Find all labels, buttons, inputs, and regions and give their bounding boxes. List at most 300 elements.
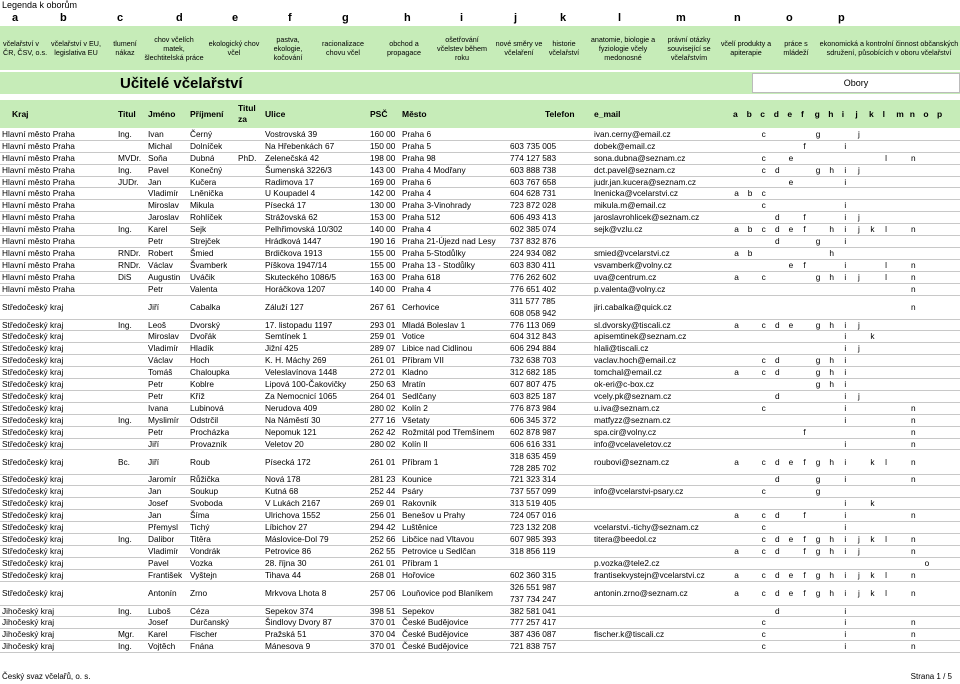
code-mark-c: c bbox=[761, 486, 766, 497]
cell-telefon bbox=[510, 259, 556, 271]
cell-prijmeni: Strejček bbox=[190, 236, 220, 247]
cell-prijmeni: Hladík bbox=[190, 343, 214, 354]
cell-email: uva@centrum.cz bbox=[594, 271, 657, 282]
code-mark-d: d bbox=[774, 236, 780, 247]
cell-psc: 143 00 bbox=[370, 164, 396, 175]
cell-kraj: Středočeský kraj bbox=[2, 557, 64, 568]
code-mark-f: f bbox=[803, 510, 806, 521]
cell-jmeno: Vladimír bbox=[148, 545, 179, 556]
cell-prijmeni: Kučera bbox=[190, 176, 217, 187]
cell-psc: 264 01 bbox=[370, 390, 396, 401]
header-jmeno: Jméno bbox=[148, 109, 176, 119]
cell-telefon bbox=[510, 497, 556, 509]
cell-prijmeni: Tichý bbox=[190, 522, 210, 533]
phone-number: 777 257 417 bbox=[510, 617, 557, 628]
cell-email: jaroslavrohlicek@seznam.cz bbox=[594, 212, 700, 223]
cell-jmeno: Augustin bbox=[148, 271, 181, 282]
code-mark-k: k bbox=[870, 331, 875, 342]
code-mark-d: d bbox=[774, 474, 780, 485]
cell-psc: 140 00 bbox=[370, 224, 396, 235]
cell-email: matfyzz@seznam.cz bbox=[594, 414, 671, 425]
code-mark-i: i bbox=[844, 200, 847, 211]
code-mark-g: g bbox=[815, 164, 821, 175]
code-mark-g: g bbox=[815, 474, 821, 485]
code-mark-c: c bbox=[761, 128, 766, 139]
code-mark-f: f bbox=[803, 456, 806, 467]
legend-code-f: f bbox=[288, 12, 292, 24]
code-mark-n: n bbox=[910, 617, 916, 628]
header-code-o: o bbox=[923, 109, 929, 119]
cell-kraj: Jihočeský kraj bbox=[2, 629, 55, 640]
cell-prijmeni: Růžička bbox=[190, 474, 220, 485]
cell-prijmeni: Chaloupka bbox=[190, 367, 230, 378]
cell-email: dct.pavel@seznam.cz bbox=[594, 164, 676, 175]
cell-prijmeni: Titěra bbox=[190, 533, 211, 544]
cell-prijmeni: Dvorský bbox=[190, 319, 220, 330]
phone-number: 603 825 187 bbox=[510, 390, 557, 401]
cell-mesto: Rožmitál pod Třemšínem bbox=[402, 426, 495, 437]
cell-mesto: Příbram 1 bbox=[402, 557, 439, 568]
cell-email: smied@vcelarstvi.cz bbox=[594, 247, 670, 258]
cell-telefon bbox=[510, 450, 556, 474]
phone-number: 606 616 331 bbox=[510, 438, 557, 449]
cell-email: ok-eri@c-box.cz bbox=[594, 379, 655, 390]
cell-prijmeni: Vyštejn bbox=[190, 569, 217, 580]
cell-kraj: Středočeský kraj bbox=[2, 587, 64, 598]
cell-mesto: Praha 4 bbox=[402, 283, 432, 294]
header-code-l: l bbox=[882, 109, 885, 119]
cell-psc: 280 02 bbox=[370, 438, 396, 449]
cell-email: fischer.k@tiscali.cz bbox=[594, 629, 665, 640]
code-mark-a: a bbox=[734, 545, 739, 556]
phone-number: 318 856 119 bbox=[510, 545, 556, 556]
code-mark-h: h bbox=[829, 545, 834, 556]
cell-telefon bbox=[510, 402, 556, 414]
code-mark-d: d bbox=[774, 605, 780, 616]
cell-kraj: Středočeský kraj bbox=[2, 486, 64, 497]
header-code-p: p bbox=[937, 109, 943, 119]
cell-titul: Ing. bbox=[118, 128, 132, 139]
cell-telefon bbox=[510, 319, 556, 331]
cell-psc: 150 00 bbox=[370, 140, 396, 151]
code-mark-i: i bbox=[844, 236, 847, 247]
code-mark-e: e bbox=[788, 224, 794, 235]
code-mark-c: c bbox=[761, 367, 766, 378]
code-mark-d: d bbox=[774, 212, 780, 223]
cell-titul: DiS bbox=[118, 271, 132, 282]
cell-mesto: Libice nad Cidlinou bbox=[402, 343, 473, 354]
cell-mesto: Praha 4 Modřany bbox=[402, 164, 466, 175]
cell-telefon bbox=[510, 354, 556, 366]
code-mark-n: n bbox=[910, 402, 916, 413]
code-mark-d: d bbox=[774, 224, 780, 235]
cell-kraj: Jihočeský kraj bbox=[2, 605, 55, 616]
code-mark-k: k bbox=[870, 569, 875, 580]
cell-email: judr.jan.kucera@seznam.cz bbox=[594, 176, 697, 187]
cell-jmeno: Pavel bbox=[148, 557, 169, 568]
title-bar bbox=[0, 72, 960, 94]
code-mark-n: n bbox=[910, 545, 916, 556]
cell-prijmeni: Hoch bbox=[190, 355, 210, 366]
cell-jmeno: František bbox=[148, 569, 183, 580]
cell-mesto: Praha 6 bbox=[402, 128, 432, 139]
cell-telefon bbox=[510, 640, 556, 652]
cell-email: u.iva@seznam.cz bbox=[594, 402, 660, 413]
cell-kraj: Hlavní město Praha bbox=[2, 188, 75, 199]
legend-desc-a: včelařství v ČR, ČSV, o.s. bbox=[3, 39, 48, 57]
cell-jmeno: Leoš bbox=[148, 319, 166, 330]
code-mark-e: e bbox=[788, 259, 794, 270]
cell-prijmeni: Černý bbox=[190, 128, 213, 139]
legend-desc-i: ošetřování včelstev během roku bbox=[437, 34, 487, 62]
code-mark-d: d bbox=[774, 510, 780, 521]
code-mark-h: h bbox=[829, 247, 834, 258]
phone-number: 602 878 987 bbox=[510, 426, 557, 437]
cell-telefon bbox=[510, 581, 556, 605]
code-mark-n: n bbox=[910, 301, 916, 312]
cell-titul: Ing. bbox=[118, 164, 132, 175]
code-mark-g: g bbox=[815, 569, 821, 580]
phone-number: 776 651 402 bbox=[510, 283, 557, 294]
code-mark-a: a bbox=[734, 271, 739, 282]
cell-ulice: Nerudova 409 bbox=[265, 402, 318, 413]
cell-titul: Bc. bbox=[118, 456, 130, 467]
cell-prijmeni: Dvořák bbox=[190, 331, 217, 342]
cell-telefon bbox=[510, 509, 556, 521]
code-mark-d: d bbox=[774, 569, 780, 580]
cell-telefon bbox=[510, 485, 556, 497]
cell-psc: 281 23 bbox=[370, 474, 396, 485]
phone-number: 607 985 393 bbox=[510, 533, 557, 544]
cell-telefon bbox=[510, 283, 556, 295]
code-mark-n: n bbox=[910, 438, 916, 449]
code-mark-c: c bbox=[761, 319, 766, 330]
legend-desc-c: tlumení nákaz bbox=[113, 39, 137, 57]
code-mark-n: n bbox=[910, 569, 916, 580]
code-mark-h: h bbox=[829, 587, 834, 598]
legend-code-p: p bbox=[838, 12, 845, 24]
cell-jmeno: Robert bbox=[148, 247, 173, 258]
cell-telefon bbox=[510, 188, 556, 200]
cell-prijmeni: Procházka bbox=[190, 426, 230, 437]
cell-prijmeni: Uváčik bbox=[190, 271, 215, 282]
phone-number: 387 436 087 bbox=[510, 629, 557, 640]
cell-psc: 252 66 bbox=[370, 533, 396, 544]
code-mark-i: i bbox=[844, 212, 847, 223]
cell-email: p.valenta@volny.cz bbox=[594, 283, 666, 294]
cell-jmeno: Dalibor bbox=[148, 533, 175, 544]
cell-kraj: Středočeský kraj bbox=[2, 474, 64, 485]
code-mark-h: h bbox=[829, 367, 834, 378]
code-mark-n: n bbox=[910, 283, 916, 294]
code-mark-d: d bbox=[774, 164, 780, 175]
code-mark-n: n bbox=[910, 629, 916, 640]
cell-email: antonin.zrno@seznam.cz bbox=[594, 587, 688, 598]
code-mark-h: h bbox=[829, 379, 834, 390]
cell-psc: 289 07 bbox=[370, 343, 396, 354]
code-mark-h: h bbox=[829, 533, 834, 544]
code-mark-a: a bbox=[734, 569, 739, 580]
legend-desc-n: včelí produkty a apiterapie bbox=[720, 39, 772, 57]
footer-organization: Český svaz včelařů, o. s. bbox=[2, 672, 91, 681]
phone-number: 602 385 074 bbox=[510, 224, 557, 235]
cell-prijmeni: Roub bbox=[190, 456, 210, 467]
code-mark-c: c bbox=[761, 355, 766, 366]
phone-number: 606 294 884 bbox=[510, 343, 557, 354]
code-mark-j: j bbox=[857, 545, 860, 556]
cell-psc: 280 02 bbox=[370, 402, 396, 413]
cell-psc: 269 01 bbox=[370, 498, 396, 509]
legend-desc-l: anatomie, biologie a fyziologie včely medonosné bbox=[590, 34, 656, 62]
cell-kraj: Středočeský kraj bbox=[2, 414, 64, 425]
cell-mesto: Praha 618 bbox=[402, 271, 441, 282]
code-mark-a: a bbox=[734, 188, 739, 199]
cell-prijmeni: Lubinová bbox=[190, 402, 224, 413]
cell-kraj: Hlavní město Praha bbox=[2, 164, 75, 175]
code-mark-d: d bbox=[774, 367, 780, 378]
cell-ulice: Jižní 425 bbox=[265, 343, 299, 354]
cell-ulice: Pražská 51 bbox=[265, 629, 307, 640]
code-mark-l: l bbox=[885, 569, 888, 580]
cell-kraj: Středočeský kraj bbox=[2, 438, 64, 449]
header-code-g: g bbox=[814, 109, 820, 119]
code-mark-k: k bbox=[870, 456, 875, 467]
code-mark-i: i bbox=[844, 379, 847, 390]
cell-psc: 370 01 bbox=[370, 617, 396, 628]
cell-mesto: Hořovice bbox=[402, 569, 435, 580]
header-psc: PSČ bbox=[370, 109, 388, 119]
cell-mesto: České Budějovice bbox=[402, 629, 469, 640]
cell-ulice: Tihava 44 bbox=[265, 569, 302, 580]
code-mark-l: l bbox=[885, 587, 888, 598]
cell-ulice: Zelenečská 42 bbox=[265, 152, 319, 163]
code-mark-b: b bbox=[747, 224, 753, 235]
cell-ulice: Semtínek 1 bbox=[265, 331, 307, 342]
code-mark-n: n bbox=[910, 510, 916, 521]
code-mark-g: g bbox=[815, 271, 821, 282]
cell-titul: Mgr. bbox=[118, 629, 135, 640]
obory-header: Obory bbox=[752, 73, 960, 93]
code-mark-l: l bbox=[885, 456, 888, 467]
cell-jmeno: Přemysl bbox=[148, 522, 178, 533]
cell-jmeno: Jan bbox=[148, 486, 162, 497]
code-mark-i: i bbox=[844, 617, 847, 628]
cell-ulice: Sepekov 374 bbox=[265, 605, 314, 616]
code-mark-i: i bbox=[844, 343, 847, 354]
cell-jmeno: Václav bbox=[148, 355, 173, 366]
code-mark-a: a bbox=[734, 367, 739, 378]
cell-kraj: Středočeský kraj bbox=[2, 355, 64, 366]
code-mark-l: l bbox=[885, 259, 888, 270]
cell-ulice: Mánesova 9 bbox=[265, 641, 311, 652]
code-mark-j: j bbox=[857, 319, 860, 330]
cell-ulice: Záluží 127 bbox=[265, 301, 304, 312]
cell-mesto: Všetaty bbox=[402, 414, 430, 425]
code-mark-e: e bbox=[788, 152, 794, 163]
cell-titul: RNDr. bbox=[118, 259, 141, 270]
cell-telefon bbox=[510, 521, 556, 533]
code-mark-d: d bbox=[774, 319, 780, 330]
cell-ulice: Nová 178 bbox=[265, 474, 301, 485]
header-code-k: k bbox=[869, 109, 874, 119]
code-mark-g: g bbox=[815, 319, 821, 330]
cell-ulice: Líbichov 27 bbox=[265, 522, 308, 533]
code-mark-f: f bbox=[803, 140, 806, 151]
cell-telefon bbox=[510, 366, 556, 378]
code-mark-n: n bbox=[910, 414, 916, 425]
header-kraj: Kraj bbox=[12, 109, 29, 119]
phone-number: 776 873 984 bbox=[510, 402, 557, 413]
cell-prijmeni: Soukup bbox=[190, 486, 219, 497]
code-mark-f: f bbox=[803, 569, 806, 580]
cell-prijmeni: Valenta bbox=[190, 283, 218, 294]
cell-jmeno: Jiří bbox=[148, 456, 160, 467]
code-mark-d: d bbox=[774, 533, 780, 544]
code-mark-f: f bbox=[803, 224, 806, 235]
phone-number: 721 323 314 bbox=[510, 474, 557, 485]
cell-ulice: Strážovská 62 bbox=[265, 212, 318, 223]
header-titul: Titul bbox=[118, 109, 136, 119]
cell-email: apisemtinek@seznam.cz bbox=[594, 331, 687, 342]
phone-number: 728 285 702 bbox=[510, 462, 557, 473]
code-mark-h: h bbox=[829, 569, 834, 580]
legend-desc-d: chov včelích matek, šlechtitelská práce bbox=[144, 34, 204, 62]
cell-prijmeni: Odstrčil bbox=[190, 414, 219, 425]
cell-mesto: Kladno bbox=[402, 367, 428, 378]
phone-number: 724 057 016 bbox=[510, 510, 557, 521]
cell-psc: 259 01 bbox=[370, 331, 396, 342]
legend-code-e: e bbox=[232, 12, 239, 24]
cell-psc: 140 00 bbox=[370, 283, 396, 294]
code-mark-i: i bbox=[844, 510, 847, 521]
code-mark-c: c bbox=[761, 200, 766, 211]
cell-email: titera@beedol.cz bbox=[594, 533, 657, 544]
code-mark-i: i bbox=[844, 355, 847, 366]
cell-mesto: Mladá Boleslav 1 bbox=[402, 319, 466, 330]
table-row bbox=[0, 450, 960, 475]
legend-code-h: h bbox=[404, 12, 411, 24]
code-mark-n: n bbox=[910, 641, 916, 652]
phone-number: 318 635 459 bbox=[510, 450, 557, 461]
phone-number: 313 519 405 bbox=[510, 498, 557, 509]
cell-jmeno: Vladimír bbox=[148, 343, 179, 354]
cell-jmeno: Jiří bbox=[148, 438, 160, 449]
cell-email: vcelarstvi.-tichy@seznam.cz bbox=[594, 522, 699, 533]
code-mark-i: i bbox=[844, 629, 847, 640]
cell-mesto: Louňovice pod Blaníkem bbox=[402, 587, 493, 598]
cell-telefon bbox=[510, 223, 556, 235]
cell-email: vaclav.hoch@email.cz bbox=[594, 355, 677, 366]
code-mark-h: h bbox=[829, 271, 834, 282]
legend bbox=[0, 10, 960, 70]
code-mark-i: i bbox=[844, 224, 847, 235]
cell-ulice: Šumenská 3226/3 bbox=[265, 164, 332, 175]
cell-prijmeni: Fnána bbox=[190, 641, 214, 652]
legend-code-c: c bbox=[117, 12, 124, 24]
cell-mesto: České Budějovice bbox=[402, 641, 469, 652]
header-code-b: b bbox=[746, 109, 752, 119]
code-mark-l: l bbox=[885, 152, 888, 163]
cell-telefon bbox=[510, 235, 556, 247]
cell-kraj: Středočeský kraj bbox=[2, 319, 64, 330]
phone-number: 723 132 208 bbox=[510, 522, 557, 533]
code-mark-c: c bbox=[761, 522, 766, 533]
cell-mesto: Benešov u Prahy bbox=[402, 510, 466, 521]
table-row bbox=[0, 295, 960, 320]
code-mark-g: g bbox=[815, 236, 821, 247]
header-mesto: Město bbox=[402, 109, 427, 119]
cell-mesto: Votice bbox=[402, 331, 425, 342]
header-code-j: j bbox=[855, 109, 858, 119]
code-mark-l: l bbox=[885, 271, 888, 282]
code-mark-i: i bbox=[844, 259, 847, 270]
cell-psc: 190 16 bbox=[370, 236, 396, 247]
cell-psc: 169 00 bbox=[370, 176, 396, 187]
cell-psc: 398 51 bbox=[370, 605, 396, 616]
cell-mesto: Sepekov bbox=[402, 605, 435, 616]
cell-email: roubovi@seznam.cz bbox=[594, 456, 670, 467]
code-mark-g: g bbox=[815, 456, 821, 467]
cell-psc: 130 00 bbox=[370, 200, 396, 211]
code-mark-l: l bbox=[885, 224, 888, 235]
cell-kraj: Hlavní město Praha bbox=[2, 128, 75, 139]
cell-telefon bbox=[510, 569, 556, 581]
header-code-m: m bbox=[896, 109, 904, 119]
code-mark-e: e bbox=[788, 456, 794, 467]
code-mark-h: h bbox=[829, 456, 834, 467]
cell-ulice: Mrkvova Lhota 8 bbox=[265, 587, 327, 598]
cell-psc: 252 44 bbox=[370, 486, 396, 497]
table-header bbox=[0, 100, 960, 128]
code-mark-k: k bbox=[870, 533, 875, 544]
cell-jmeno: Jaromír bbox=[148, 474, 177, 485]
cell-kraj: Hlavní město Praha bbox=[2, 271, 75, 282]
header-email: e_mail bbox=[594, 109, 621, 119]
code-mark-i: i bbox=[844, 319, 847, 330]
cell-prijmeni: Konečný bbox=[190, 164, 223, 175]
footer-page-number: Strana 1 / 5 bbox=[910, 672, 952, 681]
phone-number: 382 581 041 bbox=[510, 605, 557, 616]
code-mark-n: n bbox=[910, 587, 916, 598]
cell-telefon bbox=[510, 617, 556, 629]
cell-titul: Ing. bbox=[118, 224, 132, 235]
cell-psc: 163 00 bbox=[370, 271, 396, 282]
code-mark-h: h bbox=[829, 355, 834, 366]
code-mark-j: j bbox=[857, 533, 860, 544]
cell-prijmeni: Mikula bbox=[190, 200, 214, 211]
cell-telefon bbox=[510, 295, 556, 319]
phone-number: 723 872 028 bbox=[510, 200, 557, 211]
cell-prijmeni: Céza bbox=[190, 605, 210, 616]
cell-jmeno: Michal bbox=[148, 140, 172, 151]
code-mark-a: a bbox=[734, 456, 739, 467]
code-mark-i: i bbox=[844, 367, 847, 378]
cell-titul: JUDr. bbox=[118, 176, 139, 187]
cell-kraj: Středočeský kraj bbox=[2, 390, 64, 401]
cell-ulice: Písecká 17 bbox=[265, 200, 307, 211]
code-mark-d: d bbox=[774, 456, 780, 467]
code-mark-f: f bbox=[803, 212, 806, 223]
cell-telefon bbox=[510, 628, 556, 640]
cell-email: tomchal@email.cz bbox=[594, 367, 662, 378]
cell-ulice: Ulrichova 1552 bbox=[265, 510, 321, 521]
cell-jmeno: Jan bbox=[148, 176, 162, 187]
code-mark-g: g bbox=[815, 128, 821, 139]
cell-kraj: Hlavní město Praha bbox=[2, 283, 75, 294]
legend-title: Legenda k oborům bbox=[2, 0, 78, 10]
cell-kraj: Středočeský kraj bbox=[2, 367, 64, 378]
cell-mesto: Praha 512 bbox=[402, 212, 441, 223]
